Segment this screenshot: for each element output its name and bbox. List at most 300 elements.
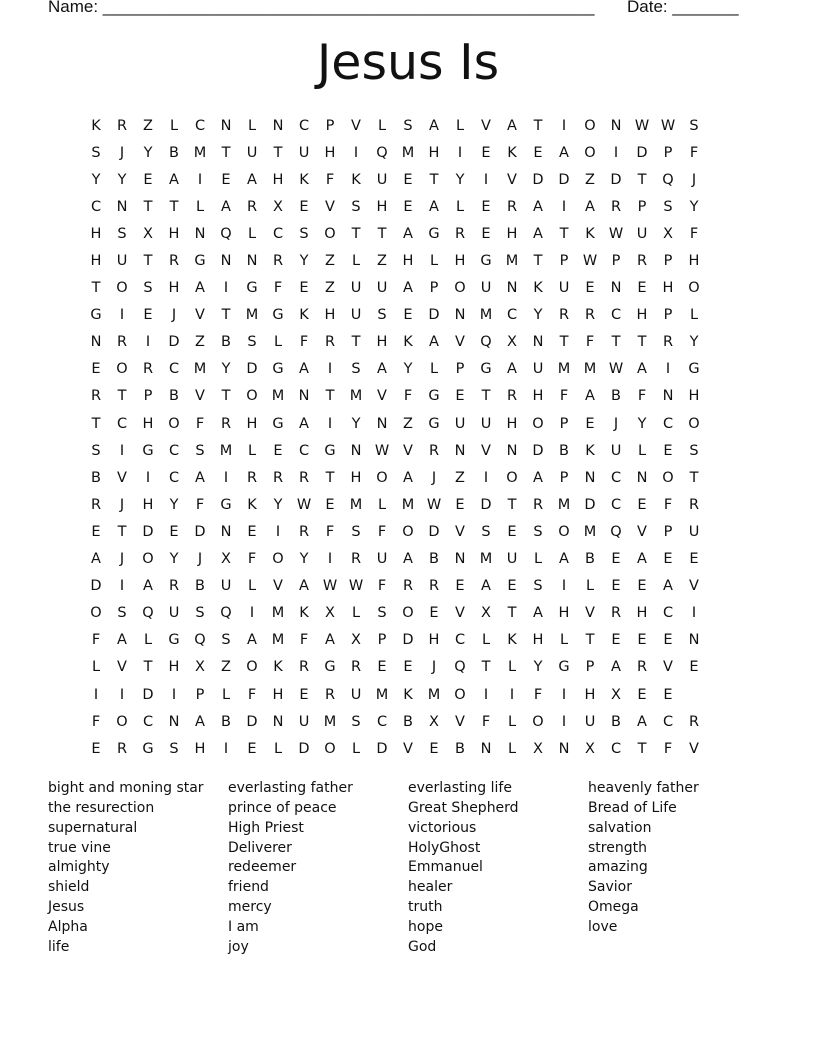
- grid-letter: D: [194, 523, 206, 540]
- grid-letter: G: [142, 740, 154, 757]
- grid-letter: U: [532, 361, 544, 378]
- grid-letter: I: [145, 334, 151, 351]
- grid-letter: H: [272, 686, 284, 703]
- grid-letter: W: [296, 496, 312, 513]
- grid-letter: O: [584, 144, 596, 161]
- grid-letter: D: [532, 442, 544, 459]
- date-field[interactable]: Date: _______: [627, 0, 739, 16]
- grid-letter: I: [249, 605, 255, 622]
- grid-letter: R: [636, 659, 648, 676]
- grid-letter: A: [247, 632, 257, 649]
- grid-letter: S: [117, 605, 127, 622]
- word-item: Deliverer: [228, 839, 292, 856]
- grid-letter: R: [324, 686, 336, 703]
- grid-letter: E: [455, 578, 465, 595]
- grid-letter: B: [91, 469, 101, 486]
- grid-letter: G: [220, 496, 232, 513]
- grid-letter: U: [376, 280, 388, 297]
- grid-letter: H: [636, 307, 648, 324]
- grid-letter: C: [168, 361, 180, 378]
- grid-letter: E: [429, 740, 439, 757]
- grid-letter: H: [90, 225, 102, 242]
- grid-letter: L: [559, 632, 569, 649]
- grid-letter: E: [533, 144, 543, 161]
- grid-letter: S: [377, 605, 387, 622]
- grid-letter: T: [585, 632, 595, 649]
- grid-letter: I: [561, 713, 567, 730]
- word-item: life: [48, 938, 70, 955]
- page-title: Jesus Is: [316, 34, 500, 91]
- grid-letter: N: [246, 253, 258, 270]
- grid-letter: C: [610, 740, 622, 757]
- grid-letter: A: [117, 632, 127, 649]
- grid-letter: [681, 681, 707, 708]
- grid-letter: R: [298, 469, 310, 486]
- grid-letter: D: [428, 307, 440, 324]
- grid-letter: M: [349, 388, 363, 405]
- grid-letter: F: [195, 496, 205, 513]
- grid-letter: S: [351, 361, 361, 378]
- grid-letter: A: [403, 280, 413, 297]
- grid-letter: D: [584, 496, 596, 513]
- grid-letter: O: [454, 280, 466, 297]
- word-item: Emmanuel: [408, 859, 483, 876]
- grid-letter: Y: [143, 144, 153, 161]
- grid-letter: B: [221, 713, 231, 730]
- grid-letter: L: [429, 253, 439, 270]
- grid-letter: X: [325, 605, 335, 622]
- word-item: redeemer: [228, 859, 297, 876]
- grid-letter: H: [662, 280, 674, 297]
- grid-letter: V: [117, 469, 127, 486]
- grid-letter: I: [197, 171, 203, 188]
- grid-letter: T: [221, 388, 231, 405]
- grid-letter: I: [561, 117, 567, 134]
- word-item: mercy: [228, 899, 272, 916]
- name-field[interactable]: Name: ____________________________________________________: [48, 0, 595, 16]
- grid-letter: Q: [220, 225, 232, 242]
- grid-letter: Z: [377, 253, 387, 270]
- word-item: everlasting life: [408, 780, 512, 796]
- grid-letter: I: [93, 686, 99, 703]
- word-item: Great Shepherd: [408, 799, 519, 816]
- grid-letter: K: [533, 280, 543, 297]
- grid-letter: U: [376, 171, 388, 188]
- grid-letter: Z: [455, 469, 465, 486]
- grid-letter: U: [168, 605, 180, 622]
- grid-letter: O: [116, 713, 128, 730]
- grid-letter: I: [275, 523, 281, 540]
- grid-letter: C: [142, 713, 154, 730]
- grid-letter: D: [428, 523, 440, 540]
- grid-letter: O: [662, 469, 674, 486]
- grid-letter: H: [428, 144, 440, 161]
- grid-letter: W: [608, 225, 624, 242]
- word-item: almighty: [48, 859, 110, 876]
- grid-letter: F: [325, 171, 335, 188]
- grid-letter: L: [351, 740, 361, 757]
- grid-letter: E: [91, 740, 101, 757]
- grid-letter: S: [689, 442, 699, 459]
- grid-letter: E: [611, 578, 621, 595]
- grid-letter: D: [142, 686, 154, 703]
- grid-letter: S: [533, 578, 543, 595]
- grid-letter: W: [634, 117, 650, 134]
- grid-letter: Y: [221, 361, 231, 378]
- grid-letter: O: [116, 280, 128, 297]
- grid-letter: V: [455, 334, 465, 351]
- grid-letter: I: [691, 605, 697, 622]
- grid-letter: B: [455, 740, 465, 757]
- grid-letter: R: [246, 198, 258, 215]
- word-column: [588, 779, 768, 958]
- grid-letter: L: [455, 117, 465, 134]
- grid-letter: A: [637, 551, 647, 568]
- grid-letter: T: [507, 496, 517, 513]
- grid-letter: C: [662, 605, 674, 622]
- grid-letter: Y: [117, 171, 127, 188]
- grid-letter: Y: [91, 171, 101, 188]
- grid-letter: R: [532, 496, 544, 513]
- grid-letter: E: [91, 361, 101, 378]
- grid-letter: C: [454, 632, 466, 649]
- grid-letter: S: [143, 280, 153, 297]
- grid-letter: R: [610, 198, 622, 215]
- grid-letter: O: [584, 117, 596, 134]
- grid-letter: X: [585, 740, 595, 757]
- word-item: everlasting father: [228, 780, 353, 796]
- grid-letter: V: [403, 442, 413, 459]
- grid-letter: S: [689, 117, 699, 134]
- grid-letter: S: [221, 632, 231, 649]
- grid-letter: Z: [585, 171, 595, 188]
- grid-letter: F: [663, 496, 673, 513]
- grid-letter: F: [689, 225, 699, 242]
- word-item: hope: [408, 918, 443, 935]
- grid-letter: H: [376, 198, 388, 215]
- grid-letter: W: [582, 253, 598, 270]
- grid-letter: A: [533, 605, 543, 622]
- grid-letter: Z: [195, 334, 205, 351]
- grid-letter: A: [533, 225, 543, 242]
- grid-letter: R: [506, 198, 518, 215]
- grid-letter: B: [221, 334, 231, 351]
- grid-letter: I: [561, 198, 567, 215]
- grid-letter: D: [532, 171, 544, 188]
- grid-letter: Y: [169, 551, 179, 568]
- grid-letter: J: [119, 144, 125, 161]
- grid-letter: K: [585, 225, 595, 242]
- grid-letter: B: [169, 388, 179, 405]
- grid-letter: R: [116, 334, 128, 351]
- grid-letter: U: [558, 280, 570, 297]
- grid-letter: M: [401, 144, 415, 161]
- grid-letter: U: [350, 307, 362, 324]
- grid-letter: V: [195, 307, 205, 324]
- grid-letter: I: [223, 740, 229, 757]
- word-item: heavenly father: [588, 780, 699, 796]
- grid-letter: T: [637, 334, 647, 351]
- grid-letter: N: [220, 253, 232, 270]
- grid-letter: X: [351, 632, 361, 649]
- grid-letter: O: [116, 361, 128, 378]
- grid-letter: Z: [325, 253, 335, 270]
- grid-letter: O: [142, 551, 154, 568]
- grid-letter: E: [663, 442, 673, 459]
- grid-letter: G: [428, 415, 440, 432]
- grid-letter: C: [662, 713, 674, 730]
- grid-letter: B: [169, 144, 179, 161]
- grid-letter: L: [247, 578, 257, 595]
- word-item: prince of peace: [228, 799, 337, 816]
- grid-letter: C: [272, 225, 284, 242]
- grid-letter: H: [350, 469, 362, 486]
- grid-letter: R: [168, 578, 180, 595]
- grid-letter: P: [559, 469, 569, 486]
- grid-letter: R: [688, 713, 700, 730]
- grid-letter: C: [116, 415, 128, 432]
- grid-letter: C: [610, 307, 622, 324]
- grid-letter: M: [193, 144, 207, 161]
- grid-letter: M: [427, 686, 441, 703]
- grid-letter: O: [246, 659, 258, 676]
- grid-letter: R: [428, 442, 440, 459]
- grid-letter: E: [299, 198, 309, 215]
- grid-letter: O: [532, 415, 544, 432]
- grid-letter: E: [403, 307, 413, 324]
- grid-letter: T: [351, 334, 361, 351]
- grid-letter: E: [143, 171, 153, 188]
- grid-letter: H: [168, 225, 180, 242]
- grid-letter: I: [145, 469, 151, 486]
- word-item: joy: [228, 938, 249, 955]
- grid-letter: E: [299, 686, 309, 703]
- grid-letter: A: [403, 469, 413, 486]
- grid-letter: J: [431, 659, 437, 676]
- grid-letter: H: [506, 415, 518, 432]
- grid-letter: I: [509, 686, 515, 703]
- grid-letter: G: [558, 659, 570, 676]
- grid-letter: U: [480, 415, 492, 432]
- grid-letter: A: [507, 361, 517, 378]
- grid-letter: S: [351, 523, 361, 540]
- grid-letter: R: [454, 225, 466, 242]
- grid-letter: D: [636, 144, 648, 161]
- grid-letter: O: [688, 415, 700, 432]
- grid-letter: E: [403, 659, 413, 676]
- grid-letter: E: [429, 605, 439, 622]
- grid-letter: H: [272, 171, 284, 188]
- grid-letter: R: [324, 334, 336, 351]
- grid-letter: V: [195, 388, 205, 405]
- grid-letter: M: [401, 496, 415, 513]
- word-column: [48, 779, 228, 958]
- word-item: salvation: [588, 819, 652, 836]
- grid-letter: T: [143, 659, 153, 676]
- grid-letter: B: [195, 578, 205, 595]
- grid-letter: E: [637, 632, 647, 649]
- grid-letter: P: [663, 523, 673, 540]
- grid-letter: M: [557, 496, 571, 513]
- grid-letter: F: [377, 523, 387, 540]
- grid-letter: H: [636, 605, 648, 622]
- grid-letter: A: [559, 144, 569, 161]
- grid-letter: K: [299, 307, 309, 324]
- grid-letter: L: [195, 198, 205, 215]
- grid-letter: A: [403, 551, 413, 568]
- grid-letter: D: [610, 171, 622, 188]
- grid-letter: N: [350, 442, 362, 459]
- grid-letter: M: [505, 253, 519, 270]
- grid-letter: H: [142, 415, 154, 432]
- grid-letter: M: [557, 361, 571, 378]
- grid-letter: Z: [221, 659, 231, 676]
- grid-letter: R: [688, 496, 700, 513]
- grid-letter: M: [219, 442, 233, 459]
- grid-letter: Z: [143, 117, 153, 134]
- grid-letter: T: [221, 307, 231, 324]
- grid-letter: D: [246, 713, 258, 730]
- grid-letter: N: [220, 117, 232, 134]
- grid-letter: H: [194, 740, 206, 757]
- grid-letter: E: [273, 442, 283, 459]
- grid-letter: G: [428, 225, 440, 242]
- grid-letter: V: [689, 578, 699, 595]
- grid-letter: N: [454, 307, 466, 324]
- grid-letter: N: [454, 551, 466, 568]
- grid-letter: P: [559, 415, 569, 432]
- word-bank: [48, 779, 788, 958]
- grid-letter: T: [637, 171, 647, 188]
- grid-letter: E: [455, 496, 465, 513]
- grid-letter: H: [402, 253, 414, 270]
- grid-letter: T: [143, 253, 153, 270]
- grid-letter: U: [584, 713, 596, 730]
- grid-letter: H: [324, 144, 336, 161]
- grid-letter: J: [119, 551, 125, 568]
- grid-letter: N: [116, 198, 128, 215]
- grid-letter: V: [351, 117, 361, 134]
- grid-letter: U: [636, 225, 648, 242]
- grid-letter: J: [613, 415, 619, 432]
- grid-letter: I: [119, 307, 125, 324]
- grid-letter: T: [377, 225, 387, 242]
- grid-letter: M: [245, 307, 259, 324]
- grid-letter: N: [454, 442, 466, 459]
- grid-letter: V: [455, 713, 465, 730]
- grid-letter: I: [327, 361, 333, 378]
- grid-letter: C: [168, 442, 180, 459]
- grid-letter: W: [426, 496, 442, 513]
- grid-letter: O: [324, 225, 336, 242]
- grid-letter: P: [611, 253, 621, 270]
- grid-letter: L: [91, 659, 101, 676]
- grid-letter: Y: [689, 198, 699, 215]
- grid-letter: Q: [480, 334, 492, 351]
- grid-letter: P: [195, 686, 205, 703]
- grid-letter: S: [663, 198, 673, 215]
- grid-letter: A: [325, 632, 335, 649]
- grid-letter: R: [272, 253, 284, 270]
- grid-letter: R: [246, 469, 258, 486]
- grid-letter: R: [428, 578, 440, 595]
- grid-letter: S: [91, 144, 101, 161]
- grid-letter: X: [611, 686, 621, 703]
- grid-letter: E: [637, 686, 647, 703]
- grid-letter: P: [143, 388, 153, 405]
- grid-letter: E: [611, 632, 621, 649]
- grid-letter: Q: [142, 605, 154, 622]
- grid-letter: N: [584, 469, 596, 486]
- grid-letter: E: [507, 523, 517, 540]
- grid-letter: M: [193, 361, 207, 378]
- grid-letter: X: [143, 225, 153, 242]
- grid-letter: C: [376, 713, 388, 730]
- grid-letter: S: [403, 117, 413, 134]
- word-item: shield: [48, 879, 90, 896]
- grid-letter: N: [480, 740, 492, 757]
- grid-letter: K: [585, 442, 595, 459]
- grid-letter: F: [325, 523, 335, 540]
- grid-letter: Z: [403, 415, 413, 432]
- grid-letter: E: [637, 578, 647, 595]
- grid-letter: A: [195, 469, 205, 486]
- grid-letter: D: [168, 334, 180, 351]
- grid-letter: R: [116, 740, 128, 757]
- grid-letter: P: [663, 144, 673, 161]
- grid-letter: S: [195, 605, 205, 622]
- grid-letter: F: [195, 415, 205, 432]
- grid-letter: X: [195, 659, 205, 676]
- grid-letter: T: [611, 334, 621, 351]
- letter-grid: [83, 112, 707, 762]
- grid-letter: E: [507, 578, 517, 595]
- word-column: [408, 779, 588, 958]
- grid-letter: O: [506, 469, 518, 486]
- grid-letter: P: [455, 361, 465, 378]
- grid-letter: T: [481, 659, 491, 676]
- grid-letter: U: [506, 551, 518, 568]
- grid-letter: D: [246, 361, 258, 378]
- grid-letter: U: [246, 144, 258, 161]
- word-item: HolyGhost: [408, 839, 481, 856]
- grid-letter: W: [608, 361, 624, 378]
- word-column: [228, 779, 408, 958]
- grid-letter: A: [299, 415, 309, 432]
- grid-letter: U: [350, 686, 362, 703]
- grid-letter: X: [481, 605, 491, 622]
- grid-letter: J: [431, 469, 437, 486]
- grid-letter: A: [221, 198, 231, 215]
- grid-letter: B: [611, 388, 621, 405]
- grid-letter: K: [299, 605, 309, 622]
- word-item: bight and moning star: [48, 780, 204, 796]
- grid-letter: N: [376, 415, 388, 432]
- grid-letter: S: [351, 713, 361, 730]
- grid-letter: V: [455, 605, 465, 622]
- word-item: the resurection: [48, 799, 155, 816]
- grid-letter: U: [688, 523, 700, 540]
- grid-letter: O: [272, 551, 284, 568]
- grid-letter: X: [507, 334, 517, 351]
- grid-letter: F: [637, 388, 647, 405]
- grid-letter: H: [376, 334, 388, 351]
- grid-letter: T: [351, 225, 361, 242]
- grid-letter: D: [480, 496, 492, 513]
- grid-letter: L: [429, 361, 439, 378]
- grid-letter: R: [90, 388, 102, 405]
- grid-letter: N: [662, 388, 674, 405]
